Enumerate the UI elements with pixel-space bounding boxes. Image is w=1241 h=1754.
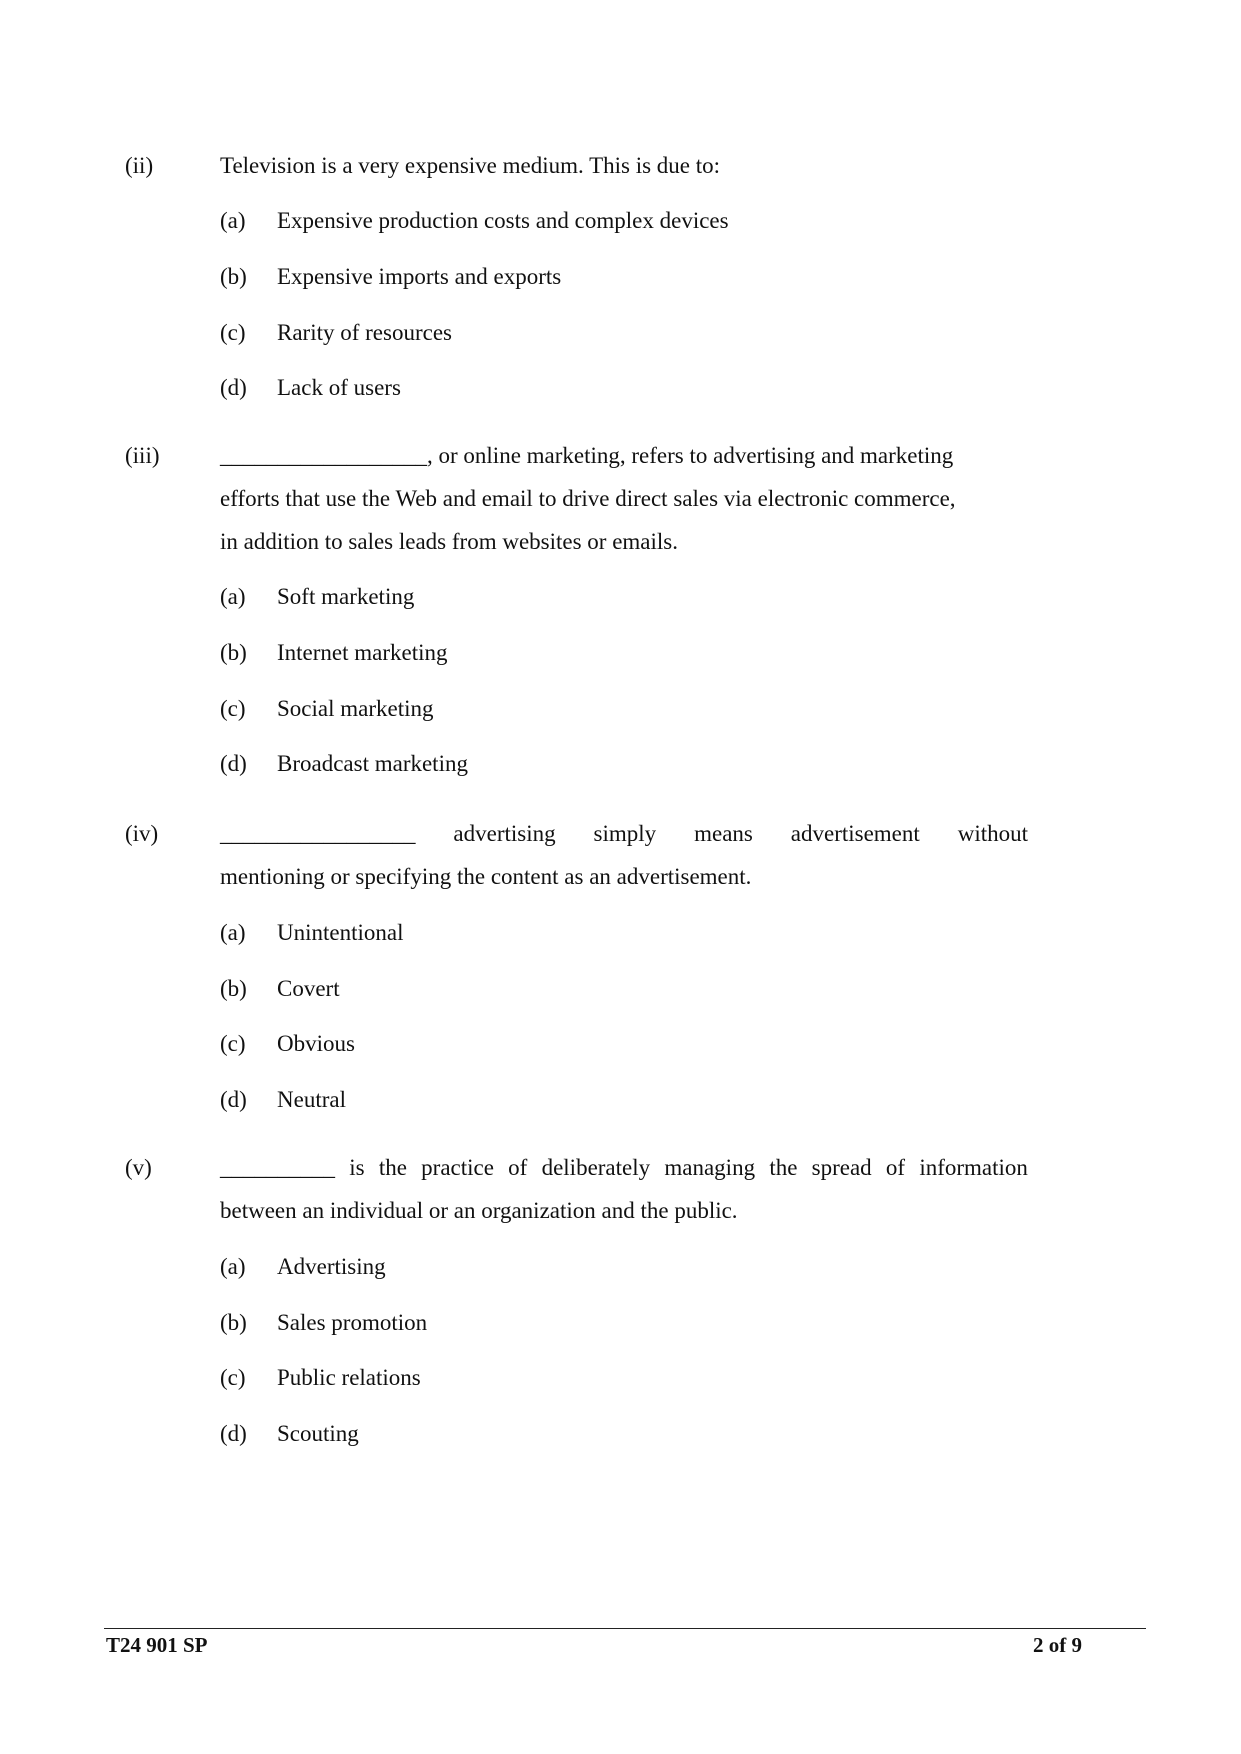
option-letter: (c) [220, 1365, 246, 1390]
footer-divider [104, 1628, 1146, 1629]
option-letter: (c) [220, 1031, 246, 1056]
option-letter: (d) [220, 1421, 247, 1446]
option-letter: (a) [220, 208, 246, 233]
option-text: Rarity of resources [277, 320, 452, 345]
option-letter: (d) [220, 375, 247, 400]
word: advertisement [790, 821, 920, 846]
option-letter: (c) [220, 320, 246, 345]
question-text [220, 812, 1028, 898]
option-letter: (c) [220, 696, 246, 721]
word: simply [593, 821, 657, 846]
option-d [220, 1085, 346, 1115]
word: deliberately [541, 1155, 651, 1180]
word: the [769, 1155, 798, 1180]
question-number: (iv) [125, 821, 159, 846]
option-text: Lack of users [277, 375, 401, 400]
document-code: T24 901 SP [106, 1633, 208, 1657]
option-b [220, 262, 561, 292]
option-d [220, 373, 401, 403]
question-number: (iii) [125, 443, 160, 468]
question-line: efforts that use the Web and email to drive direct sales via electronic commerce, [220, 486, 956, 511]
question-text [220, 144, 1028, 187]
word: means [694, 821, 753, 846]
option-text: Advertising [277, 1254, 386, 1279]
option-letter: (a) [220, 1254, 246, 1279]
option-letter: (d) [220, 1087, 247, 1112]
word: information [919, 1155, 1028, 1180]
question-line: Television is a very expensive medium. This is due to: [220, 153, 721, 178]
question-text [220, 1146, 1028, 1232]
option-text: Soft marketing [277, 584, 415, 609]
option-letter: (a) [220, 920, 246, 945]
option-letter: (d) [220, 751, 247, 776]
option-text: Neutral [277, 1087, 346, 1112]
option-text: Unintentional [277, 920, 404, 945]
option-text: Covert [277, 976, 340, 1001]
question-line: in addition to sales leads from websites or emails. [220, 529, 678, 554]
option-a [220, 206, 729, 236]
word: without [957, 821, 1028, 846]
word: __________ [220, 1155, 335, 1180]
option-a [220, 1252, 386, 1282]
option-text: Social marketing [277, 696, 434, 721]
option-d [220, 1419, 359, 1449]
option-text: Expensive imports and exports [277, 264, 562, 289]
option-text: Broadcast marketing [277, 751, 468, 776]
word: of [508, 1155, 528, 1180]
word: of [885, 1155, 906, 1180]
option-text: Expensive production costs and complex devices [277, 208, 729, 233]
word: managing [664, 1155, 756, 1180]
option-text: Sales promotion [277, 1310, 428, 1335]
option-c [220, 1363, 421, 1393]
question-line: mentioning or specifying the content as an advertisement. [220, 864, 752, 889]
word: is [349, 1155, 365, 1180]
option-a [220, 582, 414, 612]
question-line: __________________, or online marketing, refers to advertising and marketing [220, 443, 954, 468]
option-b [220, 638, 448, 668]
option-d [220, 749, 468, 779]
option-text: Public relations [277, 1365, 421, 1390]
option-c [220, 318, 452, 348]
question-number: (v) [125, 1155, 152, 1180]
option-text: Obvious [277, 1031, 355, 1056]
question-text [220, 434, 1028, 563]
page-number: 2 of 9 [1033, 1633, 1082, 1657]
option-b [220, 1308, 427, 1338]
word: advertising [453, 821, 556, 846]
option-letter: (b) [220, 640, 247, 665]
option-text: Internet marketing [277, 640, 448, 665]
question-line: between an individual or an organization and the public. [220, 1198, 738, 1223]
option-text: Scouting [277, 1421, 359, 1446]
option-letter: (b) [220, 976, 247, 1001]
word: _________________ [220, 821, 416, 846]
question-line-justified [220, 1146, 1028, 1189]
question-line-justified [220, 812, 1028, 855]
option-letter: (b) [220, 264, 247, 289]
question-number: (ii) [125, 153, 154, 178]
word: spread [811, 1155, 872, 1180]
option-c [220, 694, 434, 724]
option-c [220, 1029, 355, 1059]
option-b [220, 974, 340, 1004]
option-a [220, 918, 403, 948]
option-letter: (a) [220, 584, 246, 609]
option-letter: (b) [220, 1310, 247, 1335]
word: the [378, 1155, 407, 1180]
word: practice [421, 1155, 494, 1180]
